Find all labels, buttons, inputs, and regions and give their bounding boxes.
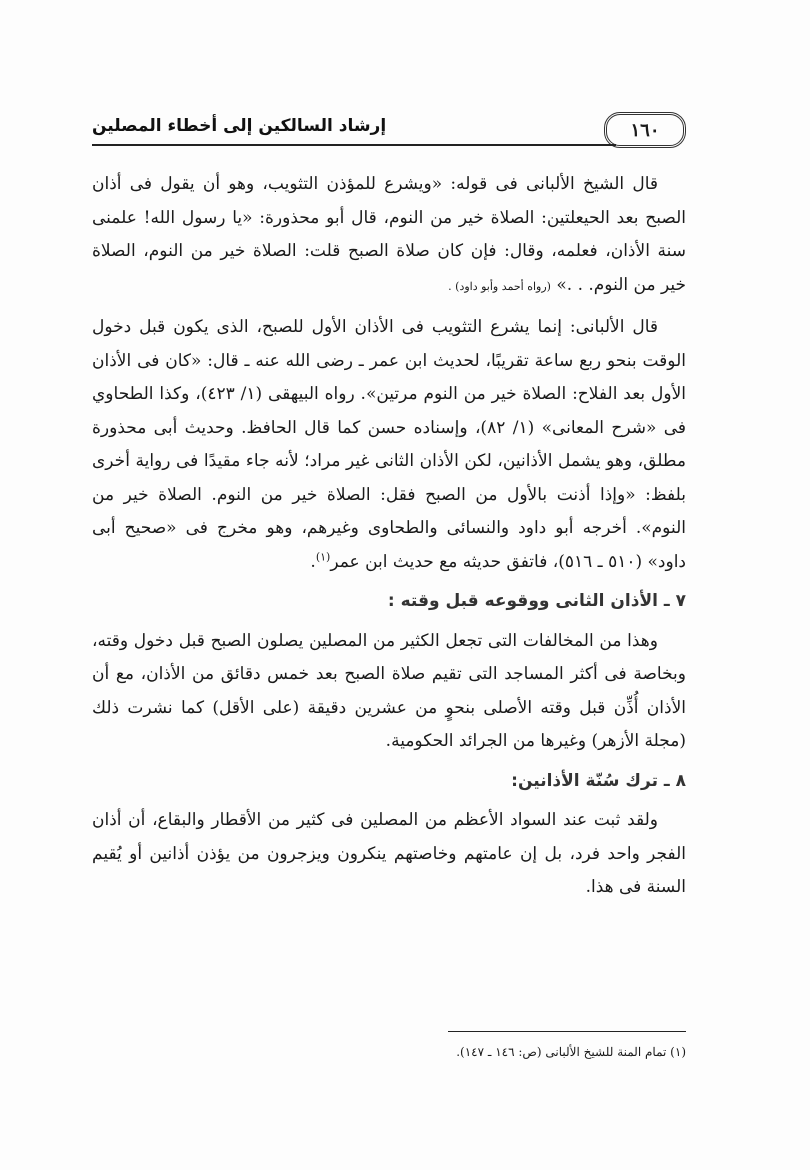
citation: (رواه أحمد وأبو داود) . [448,279,551,293]
paragraph-2 [92,311,686,579]
section-heading-8: ٨ ـ ترك سُنّة الأذانين: [511,770,686,791]
paragraph-1-text: قال الشيخ الألبانى فى قوله: «ويشرع للمؤذن التثويب، وهو أن يقول فى أذان الصبح بعد الحيعلتين: الصلاة خير من النوم، قال أبو محذورة: «يا رسول الله! علمنى سنة الأذان، فعلمه، وقال: فإن كان صلاة الصبح قلت: الصلاة خير من النوم، الصلاة خير من النوم. . .» [92,174,686,295]
paragraph-4: ولقد ثبت عند السواد الأعظم من المصلين فى كثير من الأقطار والبقاع، أن أذان الفجر واحد فرد، بل إن عامتهم وخاصتهم ينكرون ويزجرون من يؤذن أذانين أو يُقيم السنة فى هذا. [92,810,686,897]
footnote-marker: (١) [315,549,331,563]
paragraph-2-text: قال الألبانى: إنما يشرع التثويب فى الأذان الأول للصبح، الذى يكون قبل دخول الوقت بنحو ربع ساعة تقريبًا، لحديث ابن عمر ـ رضى الله عنه ـ قال: «كان فى الأذان الأول بعد الفلاح: الصلاة خير من النوم مرتين». رواه البيهقى (١/ ٤٢٣)، وكذا الطحاوي فى «شرح المعانى» (١/ ٨٢)، وإسناده حسن كما قال الحافظ. وحديث أبى محذورة مطلق، وهو يشمل الأذانين، لكن الأذان الثانى غير مراد؛ لأنه جاء مقيدًا فى رواية أخرى بلفظ: «وإذا أذنت بالأول من الصبح فقل: الصلاة خير من النوم. الصلاة خير من النوم». أخرجه أبو داود والنسائى والطحاوى وغيرهم، وهو مخرج فى «صحيح أبى داود» (٥١٠ ـ ٥١٦)، فاتفق حديثه مع حديث ابن عمر [92,317,686,572]
page-number: ١٦٠ [604,112,686,148]
paragraph-2-end: . [310,551,316,572]
page-body [92,168,686,905]
footnote-rule [448,1031,686,1032]
running-header [92,108,686,152]
book-title: إرشاد السالكين إلى أخطاء المصلين [92,116,387,136]
paragraph-3: وهذا من المخالفات التى تجعل الكثير من المصلين يصلون الصبح قبل دخول وقته، وبخاصة فى أكثر المساجد التى تقيم صلاة الصبح بعد خمس دقائق من الأذان، مع أن الأذان أُذِّن قبل وقته الأصلى بنحوٍ من عشرين دقيقة (على الأقل) كما نشرت ذلك (مجلة الأزهر) وغيرها من الجرائد الحكومية. [92,630,686,751]
header-rule [92,144,616,146]
section-heading-7: ٧ ـ الأذان الثانى ووقوعه قبل وقته : [387,591,686,611]
paragraph-1 [92,168,686,303]
footnote: (١) تمام المنة للشيخ الألبانى (ص: ١٤٦ ـ ١٤٧). [456,1045,686,1059]
